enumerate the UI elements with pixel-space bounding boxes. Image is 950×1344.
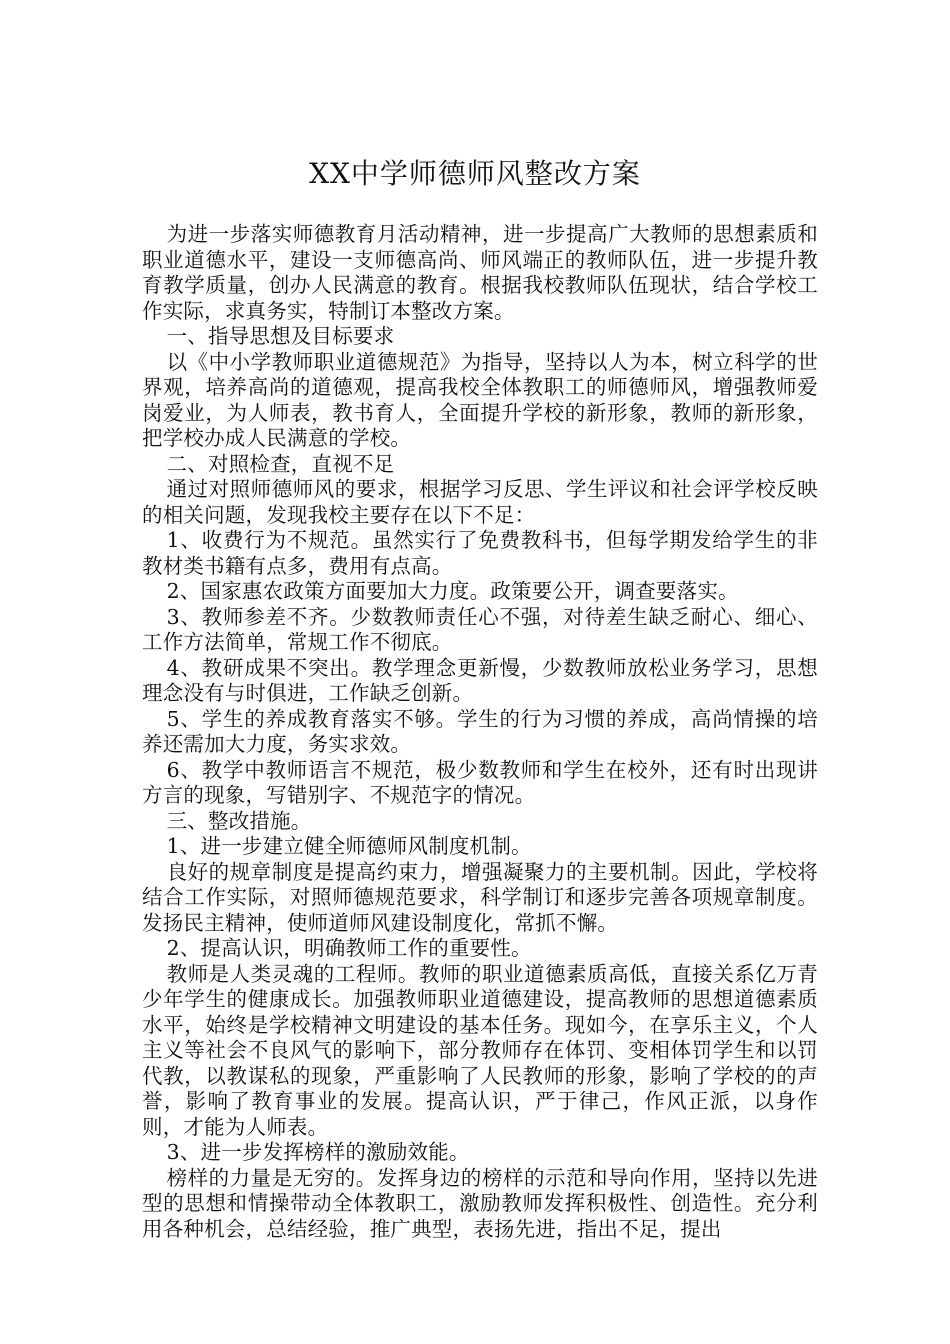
intro-paragraph: 为进一步落实师德教育月活动精神，进一步提高广大教师的思想素质和职业道德水平，建设一支师德高尚、师风端正的教师队伍，进一步提升教育教学质量，创办人民满意的教育。根据我校教师队伍现状，结合学校工作实际，求真务实，特制订本整改方案。 <box>142 222 818 323</box>
subsection-heading: 1、进一步建立健全师德师风制度机制。 <box>166 834 532 858</box>
subsection-heading: 2、提高认识，明确教师工作的重要性。 <box>166 936 532 960</box>
body-paragraph: 通过对照师德师风的要求，根据学习反思、学生评议和社会评学校反映的相关问题，发现我校主要存在以下不足： <box>142 477 818 527</box>
document-body <box>142 222 818 1242</box>
list-item: 4、教研成果不突出。教学理念更新慢，少数教师放松业务学习，思想理念没有与时俱进，工作缺乏创新。 <box>142 655 818 705</box>
body-paragraph: 以《中小学教师职业道德规范》为指导，坚持以人为本，树立科学的世界观，培养高尚的道德观，提高我校全体教职工的师德师风，增强教师爱岗爱业，为人师表，教书育人，全面提升学校的新形象，教师的新形象，把学校办成人民满意的学校。 <box>142 349 818 450</box>
section-heading-3: 三、整改措施。 <box>166 808 312 833</box>
body-paragraph: 榜样的力量是无穷的。发挥身边的榜样的示范和导向作用，坚持以先进型的思想和情操带动全体教职工，激励教师发挥积极性、创造性。充分利用各种机会，总结经验，推广典型，表扬先进，指出不足，提出 <box>142 1165 818 1241</box>
list-item: 2、国家惠农政策方面要加大力度。政策要公开，调查要落实。 <box>166 579 739 603</box>
body-paragraph: 教师是人类灵魂的工程师。教师的职业道德素质高低，直接关系亿万青少年学生的健康成长。加强教师职业道德建设，提高教师的思想道德素质水平，始终是学校精神文明建设的基本任务。现如今，在享乐主义，个人主义等社会不良风气的影响下，部分教师存在体罚、变相体罚学生和以罚代教，以教谋私的现象，严重影响了人民教师的形象，影响了学校的的声誉，影响了教育事业的发展。提高认识，严于律己，作风正派，以身作则，才能为人师表。 <box>142 961 818 1139</box>
section-heading-1: 一、指导思想及目标要求 <box>166 324 395 348</box>
list-item: 6、教学中教师语言不规范，极少数教师和学生在校外，还有时出现讲方言的现象，写错别字、不规范字的情况。 <box>142 757 818 807</box>
section-heading-2: 二、对照检查，直视不足 <box>166 451 395 476</box>
subsection-heading: 3、进一步发挥榜样的激励效能。 <box>166 1140 470 1164</box>
list-item: 1、收费行为不规范。虽然实行了免费教科书，但每学期发给学生的非教材类书籍有点多，费用有点高。 <box>142 528 818 578</box>
list-item: 3、教师参差不齐。少数教师责任心不强，对待差生缺乏耐心、细心、工作方法简单，常规工作不彻底。 <box>142 604 818 654</box>
body-paragraph: 良好的规章制度是提高约束力，增强凝聚力的主要机制。因此，学校将结合工作实际，对照师德规范要求，科学制订和逐步完善各项规章制度。发扬民主精神，使师道师风建设制度化，常抓不懈。 <box>142 859 818 935</box>
document-title: XX中学师德师风整改方案 <box>309 157 641 190</box>
list-item: 5、学生的养成教育落实不够。学生的行为习惯的养成，高尚情操的培养还需加大力度，务实求效。 <box>142 706 818 756</box>
